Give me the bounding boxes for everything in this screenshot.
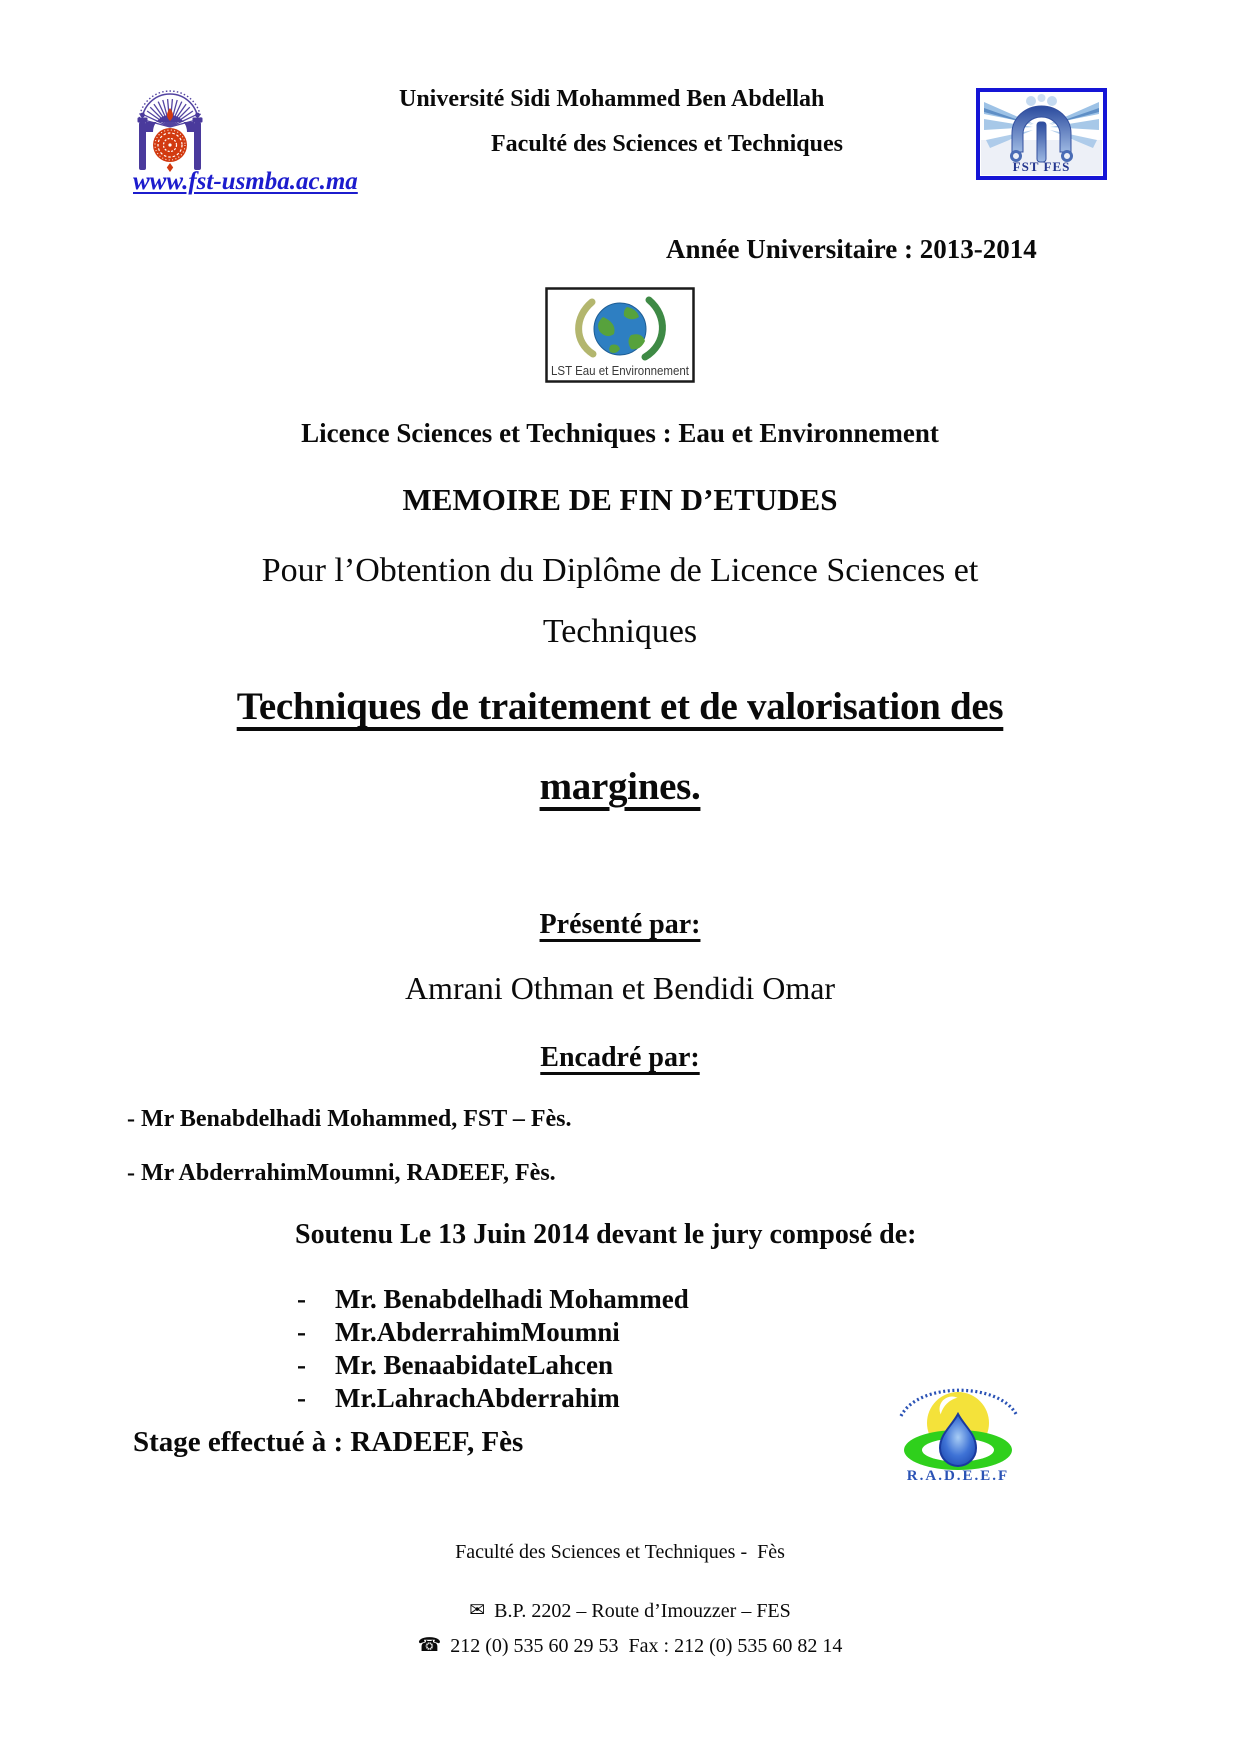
jury-member-row [297,1317,620,1348]
list-dash: - [297,1317,306,1347]
radeef-logo-caption: R.A.D.E.E.F [906,1468,1010,1484]
website-link[interactable]: www.fst-usmba.ac.ma [133,168,358,195]
jury-member-name: Mr. Benabdelhadi Mohammed [335,1284,689,1314]
phone-icon: ☎ [417,1635,442,1656]
footer-phone-text: 212 (0) 535 60 29 53 Fax : 212 (0) 535 60 82 14 [450,1635,843,1657]
radeef-logo [873,1376,1043,1486]
thesis-title-line-1: Techniques de traitement et de valorisation des [236,685,1004,728]
lst-logo-caption: LST Eau et Environnement [551,364,690,378]
mail-icon: ✉ [469,1600,486,1621]
supervisor-line: - Mr AbderrahimMoumni, RADEEF, Fès. [127,1160,556,1186]
memoire-line: MEMOIRE DE FIN D’ETUDES [402,482,838,517]
fst-monogram [1012,106,1072,162]
list-dash: - [297,1284,306,1314]
internship-line: Stage effectué à : RADEEF, Fès [133,1426,524,1458]
jury-member-name: Mr. BenaabidateLahcen [335,1350,614,1380]
thesis-title-line-2: margines. [539,765,701,808]
authors-line: Amrani Othman et Bendidi Omar [404,970,836,1006]
supervised-by-label: Encadré par: [540,1042,700,1073]
jury-member-name: Mr.AbderrahimMoumni [335,1317,620,1347]
defense-line: Soutenu Le 13 Juin 2014 devant le jury composé de: [295,1219,917,1250]
list-dash: - [297,1350,306,1380]
faculty-name: Faculté des Sciences et Techniques [491,131,843,157]
jury-member-name: Mr.LahrachAbderrahim [335,1383,620,1413]
jury-member-row [297,1383,620,1414]
fst-fes-logo [976,88,1107,180]
jury-member-row [297,1284,689,1315]
university-name: Université Sidi Mohammed Ben Abdellah [399,86,825,112]
footer-faculty-line: Faculté des Sciences et Techniques - Fès [455,1541,785,1563]
jury-member-row [297,1350,613,1381]
program-line: Licence Sciences et Techniques : Eau et Environnement [301,418,939,448]
supervisor-line: - Mr Benabdelhadi Mohammed, FST – Fès. [127,1106,572,1132]
purpose-line-1: Pour l’Obtention du Diplôme de Licence Sciences et [261,552,979,589]
lst-logo [545,287,695,383]
globe-icon [594,303,646,355]
academic-year: Année Universitaire : 2013-2014 [666,234,1037,264]
crest-medallion [153,108,187,172]
footer-phone-line [0,1612,1240,1681]
fst-logo-caption: FST FES [1012,159,1071,174]
list-dash: - [297,1383,306,1413]
usmba-crest-logo [130,84,210,178]
presented-by-label: Présenté par: [539,909,701,940]
footer-address-text: B.P. 2202 – Route d’Imouzzer – FES [494,1600,791,1622]
purpose-line-2: Techniques [542,613,698,650]
